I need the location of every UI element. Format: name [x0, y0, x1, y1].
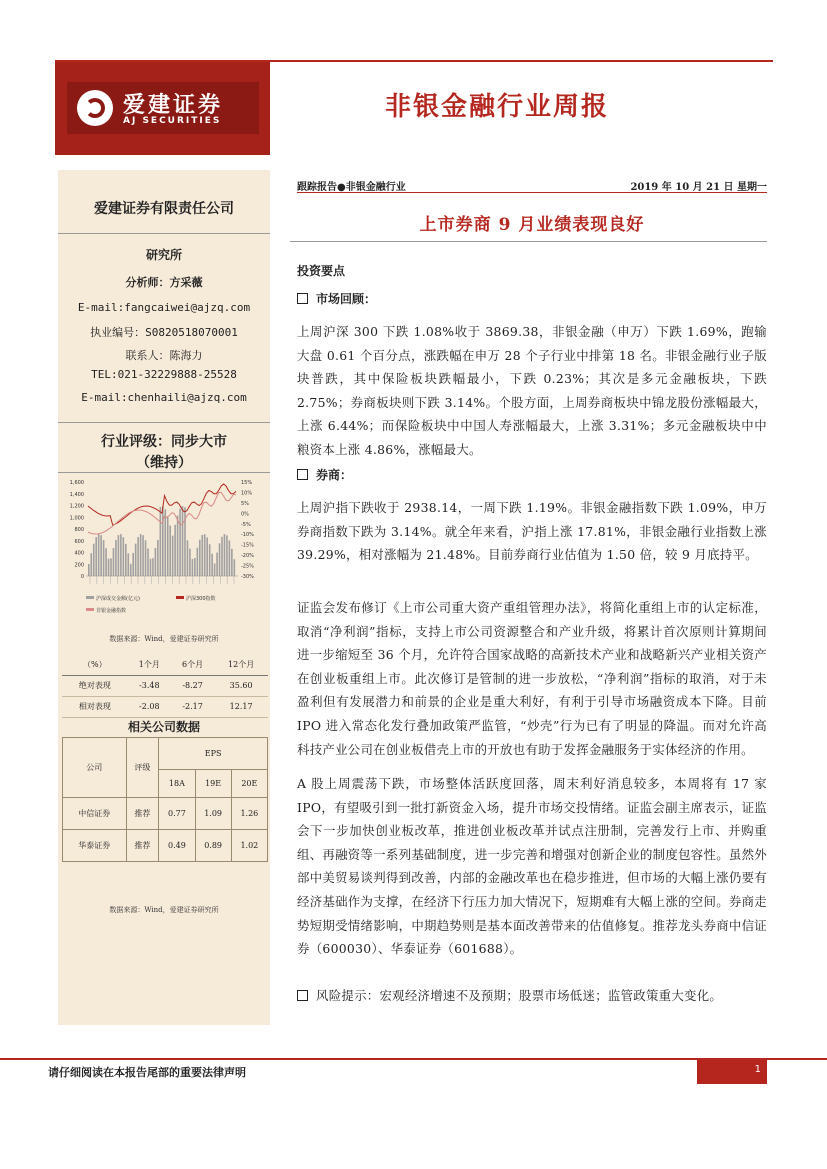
- rel-header-company: 公司: [63, 738, 127, 798]
- page-header: [55, 60, 773, 153]
- y-right-tick-label: -10%: [241, 532, 254, 539]
- perf-cell: -2.17: [171, 696, 214, 717]
- perf-header: 12个月: [214, 654, 268, 675]
- rel-year: 20E: [231, 770, 267, 798]
- volume-bar: [206, 537, 208, 576]
- rel-cell: 中信证券: [63, 798, 127, 830]
- related-companies-title: 相关公司数据: [127, 720, 200, 734]
- rel-cell: 1.02: [231, 830, 267, 862]
- divider: [58, 422, 270, 423]
- volume-bar: [130, 564, 132, 576]
- divider: [290, 241, 767, 242]
- paragraph-outlook: A 股上周震荡下跌，市场整体活跃度回落，周末利好消息较多，本周将有 17 家 IPO，有望吸引到一批打新资金入场，提升市场交投情绪。证监会副主席表示，证监会下一步加快创业板改革，推进创业板改革并试点注册制，完善发行上市、并购重组、再融资等一系列基础制度，进一步完善和增强对创新企业的制度包容性。虽然外部中美贸易谈判得到改善，内部的金融改革也在稳步推进，但市场的大幅上涨仍要有经济基础作为支撑，在经济下行压力加大情况下，短期难有大幅上涨的空间。券商走势短期受情绪影响，中期趋势则是基本面改善带来的估值修复。推荐龙头券商中信证券（600030）、华泰证券（601688）。: [297, 776, 767, 957]
- analyst: 分析师：方采薇: [125, 276, 203, 289]
- volume-bar: [189, 549, 191, 576]
- chart-source: 数据来源：Wind，爱建证券研究所: [109, 635, 219, 643]
- paragraph-brokers: 上周沪指下跌收于 2938.14，一周下跌 1.19%。非银金融指数下跌 1.09%，申万券商指数下跌为 3.14%。就全年来看，沪指上涨 17.81%，非银金融行业指数上涨 39.29%，相对涨幅为 21.48%。目前券商行业估值为 1.50 倍，较 9 月底持平。: [297, 500, 767, 563]
- company-name: 爱建证券有限责任公司: [94, 201, 234, 217]
- volume-bar: [152, 558, 154, 576]
- volume-bar: [177, 515, 179, 576]
- volume-bar: [192, 559, 194, 576]
- table-row: [62, 675, 268, 696]
- table-source: 数据来源：Wind，爱建证券研究所: [109, 906, 219, 914]
- y-left-tick-label: 1,400: [69, 491, 84, 498]
- volume-bar: [108, 559, 110, 576]
- y-left-tick-label: 1,600: [69, 480, 84, 486]
- paragraph-market: 上周沪深 300 下跌 1.08%收于 3869.38，非银金融（申万）下跌 1.69%，跑输大盘 0.61 个百分点，涨跌幅在申万 28 个子行业中排第 18 名。非银金融行业子版块普跌，其中保险板块跌幅最小，下跌 0.23%；其次是多元金融板块，下跌 2.75%；券商板块则下跌 3.14%。个股方面，上周券商板块中锦龙股份涨幅最大，上涨 6.44%；而保险板块中中国人寿涨幅最大，上涨 3.31%；多元金融板块中中粮资本上涨 4.86%，涨幅最大。: [297, 324, 767, 457]
- y-right-tick-label: 15%: [241, 480, 253, 486]
- volume-bar: [120, 534, 122, 576]
- contact-tel: TEL:021-32229888-25528: [91, 368, 237, 381]
- legend-swatch: [86, 596, 94, 599]
- volume-bar: [194, 558, 196, 576]
- volume-bar: [135, 544, 137, 576]
- volume-bar: [214, 563, 216, 576]
- legal-notice: 请仔细阅读在本报告尾部的重要法律声明: [48, 1066, 246, 1079]
- performance-table: [62, 654, 268, 718]
- logo-cn: 爱建证券: [123, 93, 224, 118]
- rating-line1: 行业评级：同步大市: [101, 434, 227, 450]
- volume-bar: [209, 544, 211, 576]
- volume-bar: [199, 540, 201, 576]
- perf-cell: 相对表现: [62, 696, 128, 717]
- sidebar: [58, 170, 270, 1025]
- y-right-tick-label: 0%: [241, 511, 249, 518]
- volume-bar: [98, 534, 100, 576]
- volume-bar: [90, 553, 92, 576]
- volume-bar: [169, 526, 171, 576]
- report-subtitle: 上市券商 9 月业绩表现良好: [419, 215, 645, 235]
- related-companies-table: [62, 737, 268, 862]
- legend-label: 沪深300指数: [186, 596, 216, 602]
- perf-cell: 绝对表现: [62, 675, 128, 696]
- volume-bar: [219, 543, 221, 576]
- perf-cell: -8.27: [171, 675, 214, 696]
- volume-bar: [167, 516, 169, 576]
- report-title: 非银金融行业周报: [385, 92, 610, 122]
- report-date: 2019 年 10 月 21 日 星期一: [630, 182, 767, 193]
- volume-bar: [226, 535, 228, 576]
- volume-bar: [172, 536, 174, 576]
- rel-header-rating: 评级: [126, 738, 159, 798]
- volume-bar: [221, 537, 223, 576]
- market-chart: [62, 476, 268, 626]
- risk-text: 风险提示：宏观经济增速不及预期；股票市场低迷；监管政策重大变化。: [316, 988, 723, 1003]
- volume-bar: [155, 548, 157, 576]
- y-left-tick-label: 600: [74, 538, 84, 545]
- page-number: 1: [754, 1064, 761, 1075]
- volume-bar: [179, 509, 181, 576]
- y-right-tick-label: -15%: [241, 542, 254, 549]
- volume-bar: [182, 506, 184, 576]
- legend-swatch: [176, 596, 184, 599]
- section-market-review: [297, 290, 376, 307]
- volume-bar: [234, 559, 236, 576]
- y-left-tick-label: 800: [74, 527, 84, 533]
- volume-bar: [164, 509, 166, 576]
- risk-warning: [297, 984, 767, 1008]
- volume-bar: [110, 558, 112, 576]
- rel-cell: 华泰证券: [63, 830, 127, 862]
- license-number: 执业编号：S0820518070001: [90, 326, 238, 339]
- legend-label: 非银金融指数: [96, 608, 127, 614]
- section-brokers: [297, 466, 352, 483]
- divider: [58, 472, 270, 473]
- volume-bar: [211, 554, 213, 576]
- checkbox-bullet-icon: [297, 293, 308, 304]
- y-right-tick-label: -20%: [241, 553, 254, 560]
- rel-header-eps: EPS: [159, 738, 268, 770]
- volume-bar: [88, 564, 90, 576]
- y-left-tick-label: 1,000: [69, 515, 84, 522]
- y-right-tick-label: -25%: [241, 563, 254, 570]
- volume-bar: [95, 537, 97, 576]
- perf-cell: -3.48: [128, 675, 171, 696]
- y-right-tick-label: -5%: [241, 521, 251, 528]
- rating-line2: （维持）: [136, 455, 192, 471]
- volume-bar: [93, 544, 95, 576]
- table-row: [63, 798, 268, 830]
- perf-cell: 12.17: [214, 696, 268, 717]
- volume-bar: [145, 540, 147, 576]
- industry-rating: [58, 432, 270, 474]
- rel-cell: 0.49: [159, 830, 195, 862]
- volume-bar: [224, 534, 226, 576]
- logo: [55, 62, 270, 155]
- y-right-tick-label: -30%: [241, 574, 254, 580]
- y-left-tick-label: 0: [80, 574, 84, 580]
- volume-bar: [132, 553, 134, 576]
- volume-bar: [197, 548, 199, 576]
- volume-bar: [147, 548, 149, 576]
- volume-bar: [127, 553, 129, 576]
- volume-bar: [150, 559, 152, 576]
- logo-swirl-icon: [77, 90, 113, 126]
- volume-bar: [142, 535, 144, 576]
- table-row: [62, 696, 268, 717]
- volume-bar: [229, 540, 231, 576]
- section-title: 市场回顾：: [316, 292, 377, 306]
- volume-bar: [160, 507, 162, 576]
- volume-bar: [216, 553, 218, 576]
- volume-bar: [123, 537, 125, 576]
- key-points-heading: 投资要点: [297, 264, 346, 278]
- contact-person: 联系人：陈海力: [125, 349, 203, 362]
- volume-bar: [103, 540, 105, 576]
- legend-swatch: [86, 608, 94, 611]
- volume-bar: [174, 525, 176, 576]
- perf-cell: 35.60: [214, 675, 268, 696]
- track-label: 跟踪报告●非银金融行业: [297, 182, 406, 193]
- volume-bar: [113, 548, 115, 576]
- volume-bar: [162, 506, 164, 576]
- analyst-email[interactable]: E-mail:fangcaiwei@ajzq.com: [77, 301, 251, 314]
- rel-year: 18A: [159, 770, 195, 798]
- table-row: [63, 830, 268, 862]
- track-line: [297, 178, 767, 193]
- institute-label: 研究所: [145, 248, 182, 262]
- checkbox-bullet-icon: [297, 469, 308, 480]
- rel-cell: 1.09: [195, 798, 231, 830]
- y-left-tick-label: 1,200: [69, 503, 84, 510]
- rel-cell: 0.89: [195, 830, 231, 862]
- volume-bar: [137, 537, 139, 576]
- rel-cell: 推荐: [126, 830, 159, 862]
- volume-bar: [187, 540, 189, 576]
- volume-bar: [201, 535, 203, 576]
- perf-cell: -2.08: [128, 696, 171, 717]
- rel-year: 19E: [195, 770, 231, 798]
- checkbox-bullet-icon: [297, 990, 308, 1001]
- volume-bar: [125, 544, 127, 576]
- volume-bar: [115, 540, 117, 576]
- rel-cell: 推荐: [126, 798, 159, 830]
- perf-header: （%）: [62, 654, 128, 675]
- perf-header: 6个月: [171, 654, 214, 675]
- logo-en: AJ SECURITIES: [123, 116, 222, 126]
- y-left-tick-label: 200: [74, 562, 84, 569]
- y-left-tick-label: 400: [74, 550, 84, 557]
- legend-label: 沪深成交金额(亿元): [96, 596, 140, 602]
- perf-header: 1个月: [128, 654, 171, 675]
- page-number-box: [697, 1060, 767, 1084]
- rel-cell: 1.26: [231, 798, 267, 830]
- section-title: 券商：: [316, 468, 353, 482]
- paragraph-policy: 证监会发布修订《上市公司重大资产重组管理办法》，将简化重组上市的认定标准，取消“净利润”指标，支持上市公司资源整合和产业升级，将累计首次原则计算期间进一步缩短至 36 个月，允许符合国家战略的高新技术产业和战略新兴产业相关资产在创业板重组上市。此次修订是管制的进一步放松，“净利润”指标的取消，对于未盈利但有发展潜力和前景的企业是重大利好，有利于引导市场融资成本下降。目前 IPO 进入常态化发行叠加政策严监管，“炒壳”行为已有了明显的降温。而对允许高科技产业公司在创业板借壳上市的开放也有助于发挥金融服务于实体经济的作用。: [297, 600, 767, 757]
- divider: [58, 233, 270, 234]
- volume-bar: [100, 535, 102, 576]
- divider: [297, 192, 767, 193]
- volume-bar: [157, 540, 159, 576]
- volume-bar: [118, 535, 120, 576]
- y-right-tick-label: 5%: [241, 500, 249, 507]
- y-right-tick-label: 10%: [241, 490, 253, 497]
- rel-cell: 0.77: [159, 798, 195, 830]
- contact-email[interactable]: E-mail:chenhaili@ajzq.com: [81, 391, 247, 404]
- volume-bar: [204, 534, 206, 576]
- volume-bar: [140, 534, 142, 576]
- volume-bar: [105, 548, 107, 576]
- volume-bar: [231, 549, 233, 576]
